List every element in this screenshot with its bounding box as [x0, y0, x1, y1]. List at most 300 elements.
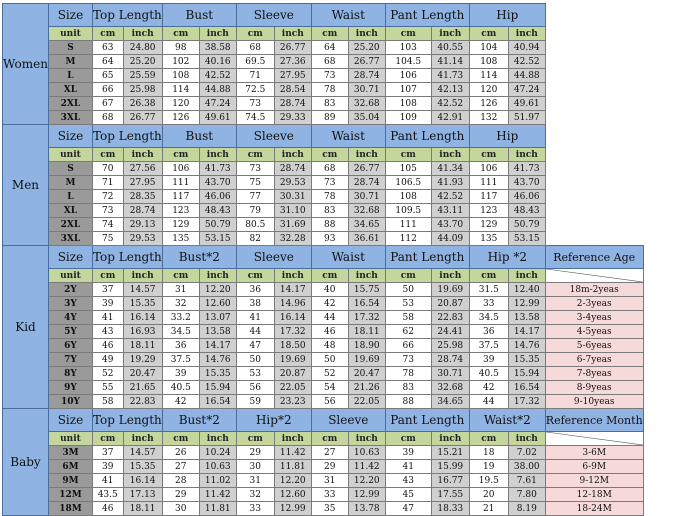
reference-value: 6-9M [545, 460, 643, 474]
unit-row [3, 27, 644, 41]
value-inch: 41.73 [508, 162, 545, 176]
value-inch: 17.32 [274, 325, 311, 339]
value-cm: 68 [311, 55, 348, 69]
value-cm: 117 [162, 190, 199, 204]
value-cm: 88 [311, 218, 348, 232]
value-inch: 17.13 [123, 488, 162, 502]
unit-cm: cm [92, 269, 123, 283]
value-cm: 29 [311, 460, 348, 474]
value-inch: 24.80 [123, 41, 162, 55]
table-row [3, 488, 644, 502]
table-row [3, 367, 644, 381]
value-inch: 10.63 [348, 446, 385, 460]
size-label: 10Y [48, 395, 92, 409]
empty-cell [545, 55, 643, 69]
size-label: 4Y [48, 311, 92, 325]
value-inch: 19.69 [274, 353, 311, 367]
unit-inch: inch [199, 269, 236, 283]
value-inch: 15.35 [123, 297, 162, 311]
size-label: XL [48, 83, 92, 97]
unit-cm: cm [469, 148, 508, 162]
value-inch: 30.31 [274, 190, 311, 204]
value-inch: 15.35 [123, 460, 162, 474]
value-inch: 16.14 [274, 311, 311, 325]
value-cm: 39 [385, 446, 431, 460]
column-header: Size [48, 4, 92, 27]
size-table [2, 3, 644, 516]
value-inch: 12.60 [274, 488, 311, 502]
value-cm: 73 [311, 69, 348, 83]
empty-cell [545, 148, 643, 162]
unit-cm: cm [311, 269, 348, 283]
size-label: 5Y [48, 325, 92, 339]
value-inch: 26.77 [274, 41, 311, 55]
value-cm: 106 [469, 162, 508, 176]
value-cm: 104.5 [385, 55, 431, 69]
value-cm: 33 [236, 502, 274, 516]
value-inch: 15.75 [348, 283, 385, 297]
value-inch: 42.52 [508, 55, 545, 69]
value-inch: 14.76 [508, 339, 545, 353]
size-label: 6M [48, 460, 92, 474]
value-cm: 32 [236, 488, 274, 502]
empty-cell [545, 41, 643, 55]
value-inch: 49.61 [199, 111, 236, 125]
table-row [3, 55, 644, 69]
value-inch: 49.61 [508, 97, 545, 111]
empty-cell [545, 176, 643, 190]
value-inch: 27.36 [274, 55, 311, 69]
value-inch: 26.77 [123, 111, 162, 125]
value-cm: 102 [162, 55, 199, 69]
size-chart [2, 3, 644, 516]
value-cm: 42 [469, 381, 508, 395]
value-inch: 18.50 [274, 339, 311, 353]
unit-inch: inch [274, 27, 311, 41]
size-label: 3XL [48, 111, 92, 125]
value-cm: 105 [385, 162, 431, 176]
value-cm: 117 [469, 190, 508, 204]
value-cm: 129 [469, 218, 508, 232]
unit-cm: cm [385, 269, 431, 283]
column-header: Pant Length [385, 4, 469, 27]
unit-inch: inch [199, 432, 236, 446]
value-cm: 83 [385, 381, 431, 395]
value-cm: 66 [92, 83, 123, 97]
value-cm: 26 [162, 446, 199, 460]
column-header: Sleeve [311, 409, 385, 432]
size-label: 3XL [48, 232, 92, 246]
unit-row [3, 269, 644, 283]
value-inch: 17.32 [348, 311, 385, 325]
value-cm: 78 [311, 190, 348, 204]
value-inch: 42.13 [431, 83, 469, 97]
value-cm: 38 [236, 297, 274, 311]
column-header: Bust*2 [162, 246, 236, 269]
value-cm: 135 [469, 232, 508, 246]
value-cm: 111 [469, 176, 508, 190]
unit-cm: cm [469, 269, 508, 283]
value-inch: 16.54 [348, 297, 385, 311]
reference-value: 7-8yeas [545, 367, 643, 381]
value-cm: 45 [385, 488, 431, 502]
value-cm: 27 [162, 460, 199, 474]
value-inch: 20.87 [274, 367, 311, 381]
value-inch: 27.95 [123, 176, 162, 190]
value-inch: 41.93 [431, 176, 469, 190]
unit-inch: inch [274, 432, 311, 446]
table-row [3, 162, 644, 176]
value-cm: 50 [236, 353, 274, 367]
value-inch: 42.52 [431, 190, 469, 204]
value-inch: 42.52 [199, 69, 236, 83]
value-cm: 31 [311, 474, 348, 488]
value-cm: 36 [236, 283, 274, 297]
value-inch: 28.54 [274, 83, 311, 97]
value-cm: 112 [385, 232, 431, 246]
unit-cm: cm [162, 148, 199, 162]
size-label: 2XL [48, 218, 92, 232]
value-inch: 42.91 [431, 111, 469, 125]
value-inch: 44.09 [431, 232, 469, 246]
table-row [3, 311, 644, 325]
value-inch: 28.35 [123, 190, 162, 204]
empty-cell [545, 162, 643, 176]
value-inch: 28.74 [348, 176, 385, 190]
unit-cm: cm [162, 432, 199, 446]
value-cm: 104 [469, 41, 508, 55]
column-header: Hip [469, 125, 545, 148]
value-cm: 123 [469, 204, 508, 218]
value-inch: 11.42 [274, 446, 311, 460]
value-cm: 73 [311, 176, 348, 190]
table-row [3, 176, 644, 190]
unit-inch: inch [431, 269, 469, 283]
empty-cell [545, 125, 643, 148]
value-cm: 42 [311, 297, 348, 311]
reference-value: 2-3yeas [545, 297, 643, 311]
value-cm: 64 [311, 41, 348, 55]
value-cm: 31.5 [469, 283, 508, 297]
value-inch: 44.88 [508, 69, 545, 83]
table-row [3, 474, 644, 488]
value-inch: 16.93 [123, 325, 162, 339]
unit-inch: inch [508, 432, 545, 446]
value-inch: 18.11 [123, 339, 162, 353]
unit-cm: cm [162, 27, 199, 41]
column-header: Size [48, 125, 92, 148]
size-label: 8Y [48, 367, 92, 381]
column-header: Bust [162, 4, 236, 27]
value-cm: 108 [385, 190, 431, 204]
table-row [3, 41, 644, 55]
value-cm: 46 [92, 339, 123, 353]
value-cm: 41 [385, 460, 431, 474]
column-header: Pant Length [385, 125, 469, 148]
reference-diagonal-cell [545, 432, 643, 446]
value-inch: 28.74 [348, 69, 385, 83]
value-inch: 25.98 [123, 83, 162, 97]
value-inch: 11.81 [199, 502, 236, 516]
value-inch: 14.17 [199, 339, 236, 353]
value-cm: 39 [162, 367, 199, 381]
value-cm: 126 [162, 111, 199, 125]
unit-cm: cm [385, 148, 431, 162]
value-inch: 43.70 [199, 176, 236, 190]
size-label: 2XL [48, 97, 92, 111]
value-inch: 22.83 [123, 395, 162, 409]
value-cm: 108 [162, 69, 199, 83]
value-cm: 88 [385, 395, 431, 409]
value-cm: 21 [469, 502, 508, 516]
value-inch: 12.20 [274, 474, 311, 488]
unit-cm: cm [236, 27, 274, 41]
value-cm: 28 [162, 474, 199, 488]
unit-inch: inch [274, 148, 311, 162]
size-label: S [48, 41, 92, 55]
value-inch: 48.43 [508, 204, 545, 218]
value-inch: 12.99 [274, 502, 311, 516]
value-cm: 109 [385, 111, 431, 125]
value-cm: 109.5 [385, 204, 431, 218]
column-header: Size [48, 246, 92, 269]
empty-cell [545, 27, 643, 41]
value-inch: 12.99 [508, 297, 545, 311]
value-inch: 35.04 [348, 111, 385, 125]
value-cm: 41 [92, 311, 123, 325]
value-inch: 11.42 [199, 488, 236, 502]
value-cm: 29 [162, 488, 199, 502]
size-label: S [48, 162, 92, 176]
value-inch: 10.63 [199, 460, 236, 474]
value-inch: 26.38 [123, 97, 162, 111]
value-inch: 12.60 [199, 297, 236, 311]
value-cm: 37 [92, 283, 123, 297]
value-inch: 18.11 [123, 502, 162, 516]
value-cm: 114 [469, 69, 508, 83]
reference-value: 3-6M [545, 446, 643, 460]
value-cm: 50 [385, 283, 431, 297]
value-cm: 98 [162, 41, 199, 55]
value-cm: 56 [236, 381, 274, 395]
value-cm: 83 [311, 97, 348, 111]
reference-value: 18-24M [545, 502, 643, 516]
value-cm: 29 [236, 446, 274, 460]
table-row [3, 446, 644, 460]
value-cm: 37.5 [469, 339, 508, 353]
column-header: Sleeve [236, 125, 311, 148]
table-row [3, 395, 644, 409]
reference-value: 3-4yeas [545, 311, 643, 325]
value-inch: 34.65 [431, 395, 469, 409]
column-header: Top Length [92, 4, 162, 27]
value-cm: 46 [311, 325, 348, 339]
value-inch: 42.52 [431, 97, 469, 111]
diagonal-line [546, 432, 643, 445]
column-header: Pant Length [385, 409, 469, 432]
value-inch: 43.70 [431, 218, 469, 232]
value-inch: 16.54 [199, 395, 236, 409]
value-cm: 62 [385, 325, 431, 339]
value-inch: 13.78 [348, 502, 385, 516]
value-cm: 43 [92, 325, 123, 339]
value-cm: 83 [311, 204, 348, 218]
value-inch: 16.54 [508, 381, 545, 395]
value-inch: 53.15 [199, 232, 236, 246]
value-inch: 19.69 [348, 353, 385, 367]
unit-inch: inch [123, 148, 162, 162]
value-inch: 11.81 [274, 460, 311, 474]
value-inch: 12.40 [508, 283, 545, 297]
value-inch: 40.55 [431, 41, 469, 55]
unit-inch: inch [431, 27, 469, 41]
value-inch: 47.24 [199, 97, 236, 111]
group-header-row [3, 409, 644, 432]
value-cm: 40 [311, 283, 348, 297]
value-inch: 7.80 [508, 488, 545, 502]
value-inch: 25.59 [123, 69, 162, 83]
value-inch: 13.07 [199, 311, 236, 325]
size-label: 2Y [48, 283, 92, 297]
column-header: Waist*2 [469, 409, 545, 432]
unit-cm: cm [311, 148, 348, 162]
column-header: Size [48, 409, 92, 432]
value-inch: 8.19 [508, 502, 545, 516]
size-label: 3Y [48, 297, 92, 311]
reference-value: 9-12M [545, 474, 643, 488]
unit-inch: inch [348, 269, 385, 283]
value-inch: 26.77 [348, 55, 385, 69]
table-row [3, 381, 644, 395]
value-inch: 30.71 [348, 83, 385, 97]
value-cm: 18 [469, 446, 508, 460]
value-inch: 47.24 [508, 83, 545, 97]
value-cm: 106 [385, 69, 431, 83]
value-cm: 70 [92, 162, 123, 176]
value-cm: 64 [92, 55, 123, 69]
table-row [3, 97, 644, 111]
value-cm: 39 [469, 353, 508, 367]
size-label: 9M [48, 474, 92, 488]
value-inch: 12.99 [348, 488, 385, 502]
value-cm: 111 [162, 176, 199, 190]
empty-cell [545, 4, 643, 27]
value-cm: 120 [469, 83, 508, 97]
value-cm: 49 [92, 353, 123, 367]
value-inch: 30.71 [348, 190, 385, 204]
value-cm: 65 [92, 69, 123, 83]
unit-inch: inch [274, 269, 311, 283]
value-cm: 44 [236, 325, 274, 339]
value-cm: 89 [311, 111, 348, 125]
empty-cell [545, 204, 643, 218]
group-label: Men [3, 125, 49, 246]
value-cm: 36 [469, 325, 508, 339]
table-row [3, 190, 644, 204]
value-cm: 78 [311, 83, 348, 97]
value-cm: 54 [311, 381, 348, 395]
value-inch: 19.29 [123, 353, 162, 367]
value-inch: 38.58 [199, 41, 236, 55]
value-cm: 68 [236, 41, 274, 55]
value-cm: 42 [162, 395, 199, 409]
reference-value: 12-18M [545, 488, 643, 502]
column-header: Waist [311, 246, 385, 269]
unit-cm: cm [385, 432, 431, 446]
value-inch: 38.00 [508, 460, 545, 474]
value-cm: 52 [311, 367, 348, 381]
value-inch: 36.61 [348, 232, 385, 246]
value-inch: 13.58 [508, 311, 545, 325]
group-label: Baby [3, 409, 49, 516]
reference-value: 6-7yeas [545, 353, 643, 367]
unit-cm: cm [469, 27, 508, 41]
value-inch: 7.02 [508, 446, 545, 460]
value-inch: 29.53 [123, 232, 162, 246]
value-inch: 40.16 [199, 55, 236, 69]
value-cm: 66 [385, 339, 431, 353]
unit-inch: inch [508, 269, 545, 283]
value-cm: 73 [236, 162, 274, 176]
value-inch: 17.55 [431, 488, 469, 502]
empty-cell [545, 190, 643, 204]
group-header-row [3, 125, 644, 148]
value-inch: 41.73 [431, 69, 469, 83]
value-cm: 123 [162, 204, 199, 218]
unit-label: unit [48, 148, 92, 162]
value-cm: 56 [311, 395, 348, 409]
column-header: Pant Length [385, 246, 469, 269]
unit-label: unit [48, 27, 92, 41]
value-inch: 15.94 [508, 367, 545, 381]
column-header: Bust*2 [162, 409, 236, 432]
table-row [3, 502, 644, 516]
value-cm: 135 [162, 232, 199, 246]
value-inch: 25.98 [431, 339, 469, 353]
value-cm: 44 [311, 311, 348, 325]
value-cm: 34.5 [162, 325, 199, 339]
value-cm: 47 [385, 502, 431, 516]
value-cm: 31 [236, 474, 274, 488]
value-inch: 17.32 [508, 395, 545, 409]
unit-inch: inch [431, 148, 469, 162]
value-inch: 15.35 [199, 367, 236, 381]
column-header: Sleeve [236, 4, 311, 27]
value-inch: 26.77 [348, 162, 385, 176]
value-cm: 47 [236, 339, 274, 353]
empty-cell [545, 111, 643, 125]
value-cm: 32 [162, 297, 199, 311]
value-inch: 41.73 [199, 162, 236, 176]
value-cm: 33.2 [162, 311, 199, 325]
unit-inch: inch [123, 269, 162, 283]
size-label: L [48, 190, 92, 204]
value-cm: 58 [92, 395, 123, 409]
column-header: Top Length [92, 246, 162, 269]
unit-row [3, 148, 644, 162]
value-inch: 23.23 [274, 395, 311, 409]
value-inch: 40.94 [508, 41, 545, 55]
table-row [3, 83, 644, 97]
empty-cell [545, 83, 643, 97]
value-inch: 14.17 [508, 325, 545, 339]
unit-label: unit [48, 269, 92, 283]
value-inch: 50.79 [508, 218, 545, 232]
value-inch: 14.17 [274, 283, 311, 297]
table-row [3, 283, 644, 297]
value-cm: 41 [92, 474, 123, 488]
value-cm: 114 [162, 83, 199, 97]
